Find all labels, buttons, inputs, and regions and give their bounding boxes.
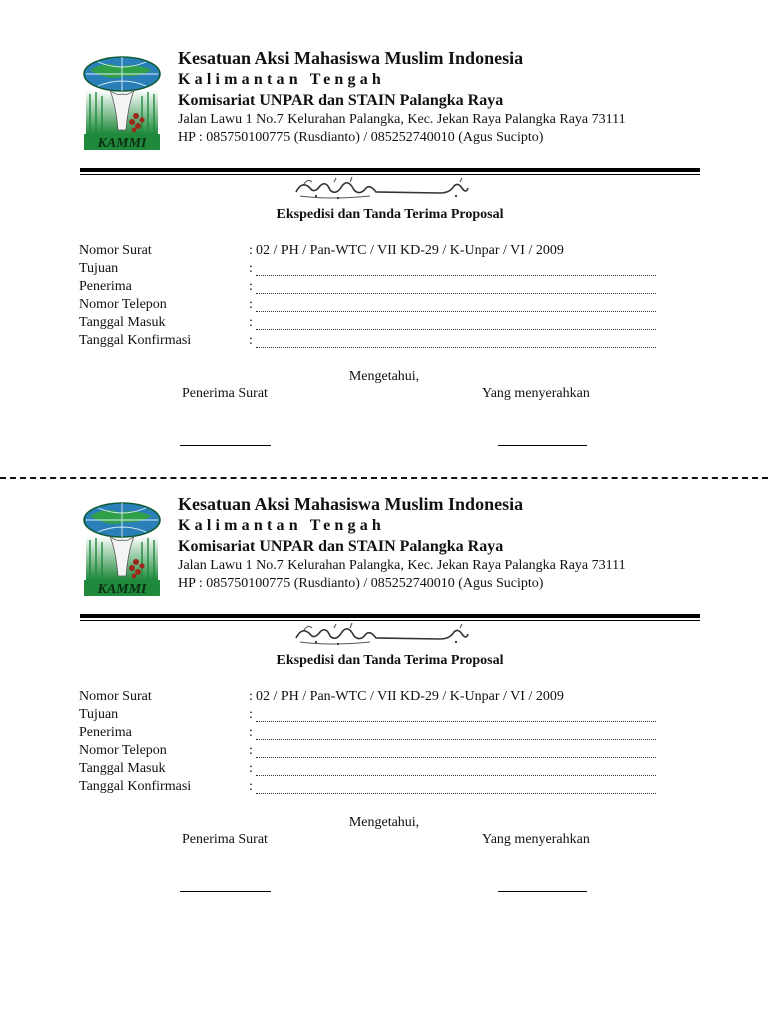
field-separator: : [249, 689, 253, 704]
field-separator: : [249, 761, 253, 776]
field-tanggal-konfirmasi [79, 333, 699, 351]
field-value: 02 / PH / Pan-WTC / VII KD-29 / K-Unpar / VI / 2009 [256, 243, 564, 258]
field-label: Penerima [79, 725, 132, 740]
field-tanggal-masuk [79, 761, 699, 779]
field-label: Nomor Surat [79, 689, 152, 704]
svg-text:KAMMI: KAMMI [97, 136, 147, 151]
blank-fill-line [256, 743, 656, 758]
header-rule-thin [80, 174, 700, 175]
region-name: Kalimantan Tengah [178, 71, 386, 88]
proposal-fields [79, 689, 699, 797]
sender-signature-label: Yang menyerahkan [482, 386, 590, 401]
field-separator: : [249, 315, 253, 330]
field-label: Nomor Telepon [79, 297, 167, 312]
field-separator: : [249, 779, 253, 794]
field-label: Tanggal Masuk [79, 761, 166, 776]
field-label: Nomor Surat [79, 243, 152, 258]
field-penerima [79, 279, 699, 297]
region-name: Kalimantan Tengah [178, 517, 386, 534]
recipient-signature-line [180, 445, 271, 446]
blank-fill-line [256, 261, 656, 276]
blank-fill-line [256, 707, 656, 722]
organization-name: Kesatuan Aksi Mahasiswa Muslim Indonesia [178, 494, 524, 514]
field-separator: : [249, 707, 253, 722]
organization-name: Kesatuan Aksi Mahasiswa Muslim Indonesia [178, 48, 524, 68]
field-separator: : [249, 297, 253, 312]
organization-address: Jalan Lawu 1 No.7 Kelurahan Palangka, Kec. Jekan Raya Palangka Raya 73111 [178, 112, 626, 127]
sender-signature-line [498, 445, 587, 446]
field-tujuan [79, 261, 699, 279]
blank-fill-line [256, 297, 656, 312]
svg-text:KAMMI: KAMMI [97, 582, 147, 597]
acknowledged-label: Mengetahui, [348, 369, 420, 384]
acknowledged-label: Mengetahui, [348, 815, 420, 830]
field-nomor-surat [79, 689, 699, 707]
field-nomor-telepon [79, 743, 699, 761]
document-title: Ekspedisi dan Tanda Terima Proposal [276, 653, 504, 668]
commissariat-name: Komisariat UNPAR dan STAIN Palangka Raya [178, 538, 504, 555]
field-separator: : [249, 333, 253, 348]
header-rule-thick [80, 614, 700, 618]
blank-fill-line [256, 279, 656, 294]
field-nomor-surat [79, 243, 699, 261]
field-label: Tanggal Masuk [79, 315, 166, 330]
field-tanggal-konfirmasi [79, 779, 699, 797]
field-label: Tujuan [79, 261, 119, 276]
field-nomor-telepon [79, 297, 699, 315]
field-label: Tanggal Konfirmasi [79, 779, 192, 794]
receipt-slip-2 [0, 486, 768, 926]
blank-fill-line [256, 761, 656, 776]
field-separator: : [249, 243, 253, 258]
document-title: Ekspedisi dan Tanda Terima Proposal [276, 207, 504, 222]
sender-signature-label: Yang menyerahkan [482, 832, 590, 847]
field-tujuan [79, 707, 699, 725]
blank-fill-line [256, 779, 656, 794]
field-tanggal-masuk [79, 315, 699, 333]
sender-signature-line [498, 891, 587, 892]
field-label: Nomor Telepon [79, 743, 167, 758]
recipient-signature-line [180, 891, 271, 892]
header-rule-thick [80, 168, 700, 172]
blank-fill-line [256, 333, 656, 348]
commissariat-name: Komisariat UNPAR dan STAIN Palangka Raya [178, 92, 504, 109]
recipient-signature-label: Penerima Surat [182, 832, 268, 847]
field-label: Tanggal Konfirmasi [79, 333, 192, 348]
field-penerima [79, 725, 699, 743]
cut-line [0, 477, 768, 479]
recipient-signature-label: Penerima Surat [182, 386, 268, 401]
organization-phone: HP : 085750100775 (Rusdianto) / 085252740010 (Agus Sucipto) [178, 576, 544, 591]
kammi-logo [80, 496, 164, 598]
organization-phone: HP : 085750100775 (Rusdianto) / 085252740010 (Agus Sucipto) [178, 130, 544, 145]
proposal-fields [79, 243, 699, 351]
field-separator: : [249, 725, 253, 740]
receipt-slip-1 [0, 40, 768, 480]
basmalah-calligraphy [290, 176, 474, 202]
blank-fill-line [256, 725, 656, 740]
field-separator: : [249, 743, 253, 758]
field-label: Tujuan [79, 707, 119, 722]
organization-address: Jalan Lawu 1 No.7 Kelurahan Palangka, Kec. Jekan Raya Palangka Raya 73111 [178, 558, 626, 573]
field-separator: : [249, 279, 253, 294]
blank-fill-line [256, 315, 656, 330]
header-rule-thin [80, 620, 700, 621]
field-value: 02 / PH / Pan-WTC / VII KD-29 / K-Unpar / VI / 2009 [256, 689, 564, 704]
field-label: Penerima [79, 279, 132, 294]
kammi-logo [80, 50, 164, 152]
field-separator: : [249, 261, 253, 276]
basmalah-calligraphy [290, 622, 474, 648]
